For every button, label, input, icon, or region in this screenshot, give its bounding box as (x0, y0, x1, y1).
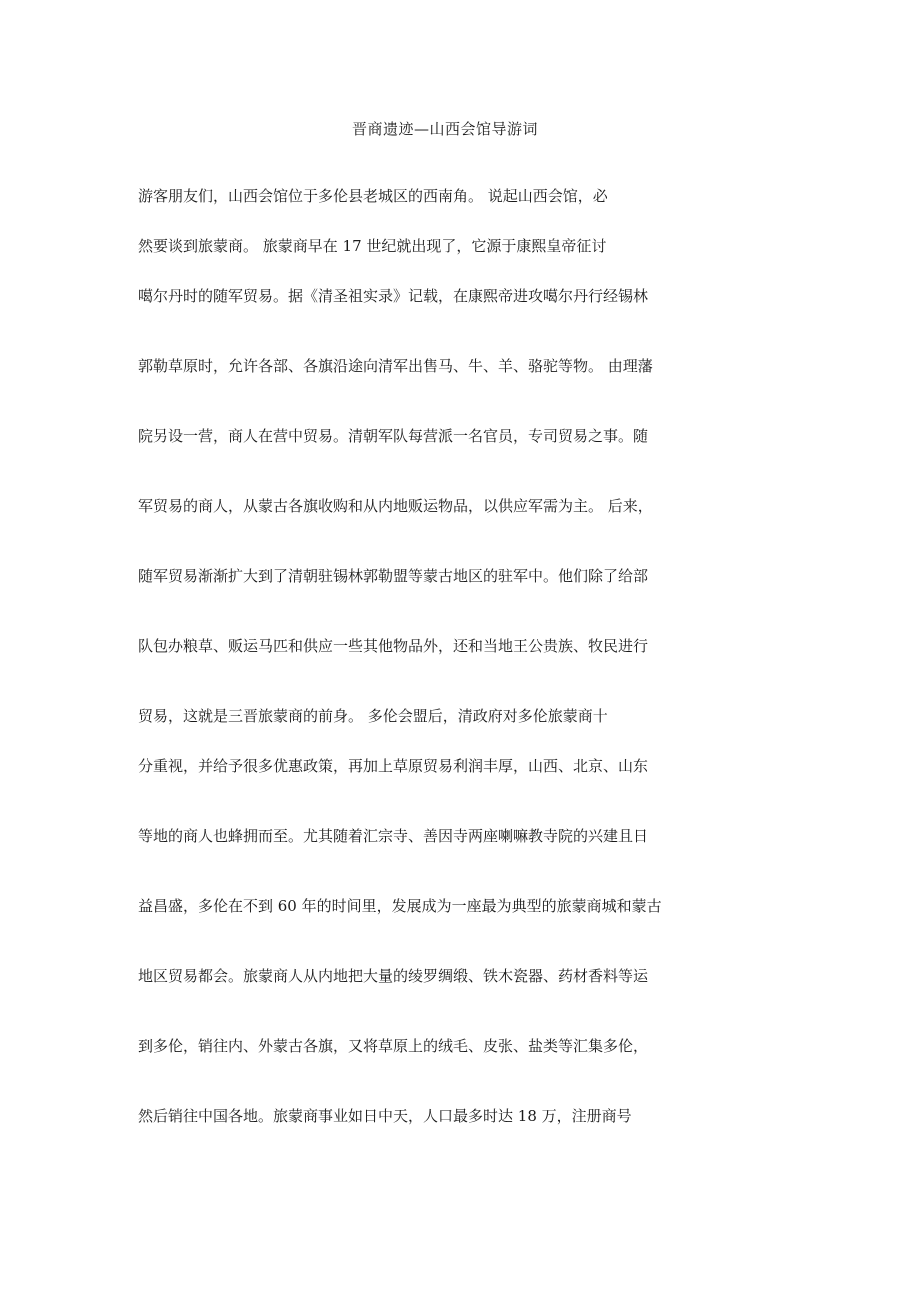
body-line: 等地的商人也蜂拥而至。尤其随着汇宗寺、善因寺两座喇嘛教寺院的兴建且日 (138, 827, 649, 845)
body-line: 贸易，这就是三晋旅蒙商的前身。 多伦会盟后，清政府对多伦旅蒙商十 (138, 707, 608, 725)
body-line: 郭勒草原时，允许各部、各旗沿途向清军出售马、牛、羊、骆驼等物。 由理藩 (138, 357, 653, 375)
body-line: 到多伦，销往内、外蒙古各旗，又将草原上的绒毛、皮张、盐类等汇集多伦， (138, 1037, 649, 1055)
body-line: 地区贸易都会。旅蒙商人从内地把大量的绫罗绸缎、铁木瓷器、药材香料等运 (138, 967, 649, 985)
body-line: 队包办粮草、贩运马匹和供应一些其他物品外，还和当地王公贵族、牧民进行 (138, 637, 649, 655)
body-line: 随军贸易渐渐扩大到了清朝驻锡林郭勒盟等蒙古地区的驻军中。他们除了给部 (138, 567, 649, 585)
body-line: 分重视，并给予很多优惠政策，再加上草原贸易利润丰厚，山西、北京、山东 (138, 757, 649, 775)
body-line: 军贸易的商人，从蒙古各旗收购和从内地贩运物品，以供应军需为主。 后来， (138, 497, 653, 515)
body-line: 然后销往中国各地。旅蒙商事业如日中天，人口最多时达 18 万，注册商号 (138, 1107, 632, 1125)
body-line: 然要谈到旅蒙商。 旅蒙商早在 17 世纪就出现了，它源于康熙皇帝征讨 (138, 237, 607, 255)
body-line: 游客朋友们，山西会馆位于多伦县老城区的西南角。 说起山西会馆，必 (138, 187, 608, 205)
document-title: 晋商遗迹—山西会馆导游词 (351, 120, 538, 138)
body-line: 院另设一营，商人在营中贸易。清朝军队每营派一名官员，专司贸易之事。随 (138, 427, 649, 445)
body-line: 益昌盛，多伦在不到 60 年的时间里，发展成为一座最为典型的旅蒙商城和蒙古 (138, 897, 662, 915)
body-line: 噶尔丹时的随军贸易。据《清圣祖实录》记载，在康熙帝进攻噶尔丹行经锡林 (138, 287, 649, 305)
